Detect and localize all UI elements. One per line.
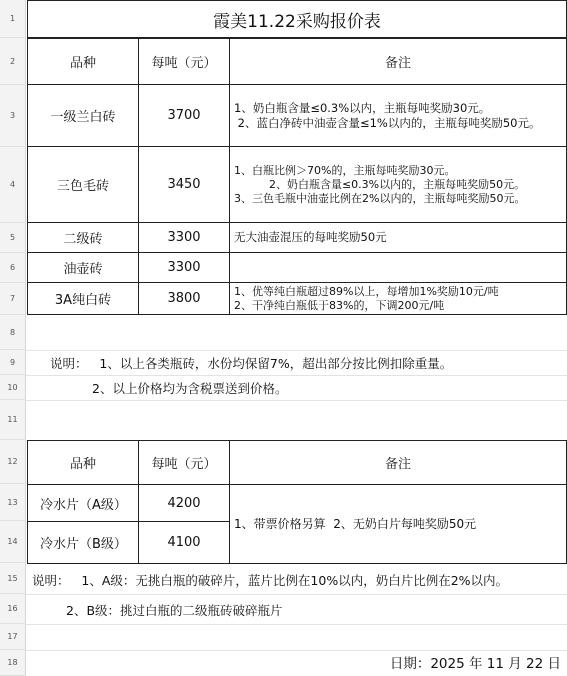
note-line[interactable]: 说明： 1、以上各类瓶砖，水份均保留7%，超出部分按比例扣除重量。: [50, 356, 453, 371]
gridline: [26, 400, 567, 401]
price-cell[interactable]: 3300: [138, 252, 230, 283]
remark-cell[interactable]: [229, 252, 567, 283]
row-number[interactable]: 16: [0, 594, 26, 624]
gridline: [26, 624, 567, 625]
header-price[interactable]: 每吨（元）: [138, 38, 230, 85]
row-number[interactable]: 14: [0, 521, 26, 563]
note-line[interactable]: 2、B级：挑过白瓶的二级瓶砖破碎瓶片: [66, 602, 283, 618]
variety-cell[interactable]: 冷水片（A级）: [27, 484, 139, 522]
price-cell[interactable]: 3300: [138, 222, 230, 253]
remark-cell[interactable]: 无大油壶混压的每吨奖励50元: [229, 222, 567, 253]
row-number[interactable]: 17: [0, 624, 26, 650]
note-line[interactable]: 说明： 1、A级：无挑白瓶的破碎片，蓝片比例在10%以内，奶白片比例在2%以内。: [32, 572, 509, 588]
row-number[interactable]: 10: [0, 375, 26, 400]
header-remark[interactable]: 备注: [229, 38, 567, 85]
row-number[interactable]: 3: [0, 85, 26, 147]
row-number[interactable]: 12: [0, 440, 26, 484]
row-number[interactable]: 18: [0, 650, 26, 676]
row-number[interactable]: 13: [0, 484, 26, 521]
header-price[interactable]: 每吨（元）: [138, 440, 230, 485]
price-cell[interactable]: 4100: [138, 521, 230, 564]
row-number[interactable]: 1: [0, 0, 26, 38]
variety-cell[interactable]: 二级砖: [27, 222, 139, 253]
price-cell[interactable]: 3800: [138, 282, 230, 315]
row-number[interactable]: 11: [0, 400, 26, 440]
row-number[interactable]: 4: [0, 147, 26, 223]
variety-cell[interactable]: 一级兰白砖: [27, 84, 139, 147]
merged-remark-cell[interactable]: 1、带票价格另算 2、无奶白片每吨奖励50元: [229, 484, 567, 564]
price-cell[interactable]: 3700: [138, 84, 230, 147]
variety-cell[interactable]: 冷水片（B级）: [27, 521, 139, 564]
row-number[interactable]: 15: [0, 563, 26, 594]
sheet-title[interactable]: 霞美11.22采购报价表: [27, 0, 567, 38]
remark-cell[interactable]: 1、白瓶比例＞70%的，主瓶每吨奖励30元。 2、奶白瓶含量≤0.3%以内的，主瓶每吨奖励50元。 3、三色毛瓶中油壶比例在2%以内的，主瓶每吨奖励50元。: [229, 146, 567, 223]
row-number[interactable]: 5: [0, 223, 26, 253]
variety-cell[interactable]: 油壶砖: [27, 252, 139, 283]
price-cell[interactable]: 3450: [138, 146, 230, 223]
note-line[interactable]: 2、以上价格均为含税票送到价格。: [92, 381, 288, 396]
variety-cell[interactable]: 3A纯白砖: [27, 282, 139, 315]
row-number[interactable]: 9: [0, 350, 26, 375]
row-number[interactable]: 6: [0, 253, 26, 283]
row-number[interactable]: 7: [0, 283, 26, 315]
date-label[interactable]: 日期：2025 年 11 月 22 日: [389, 656, 561, 672]
row-number[interactable]: 8: [0, 315, 26, 350]
price-cell[interactable]: 4200: [138, 484, 230, 522]
header-variety[interactable]: 品种: [27, 38, 139, 85]
header-variety[interactable]: 品种: [27, 440, 139, 485]
remark-cell[interactable]: 1、优等纯白瓶超过89%以上，每增加1%奖励10元/吨 2、干净纯白瓶低于83%的，下调200元/吨: [229, 282, 567, 315]
row-number[interactable]: 2: [0, 38, 26, 85]
variety-cell[interactable]: 三色毛砖: [27, 146, 139, 223]
header-remark[interactable]: 备注: [229, 440, 567, 485]
remark-cell[interactable]: 1、奶白瓶含量≤0.3%以内，主瓶每吨奖励30元。 2、蓝白净砖中油壶含量≤1%以内的，主瓶每吨奖励50元。: [229, 84, 567, 147]
